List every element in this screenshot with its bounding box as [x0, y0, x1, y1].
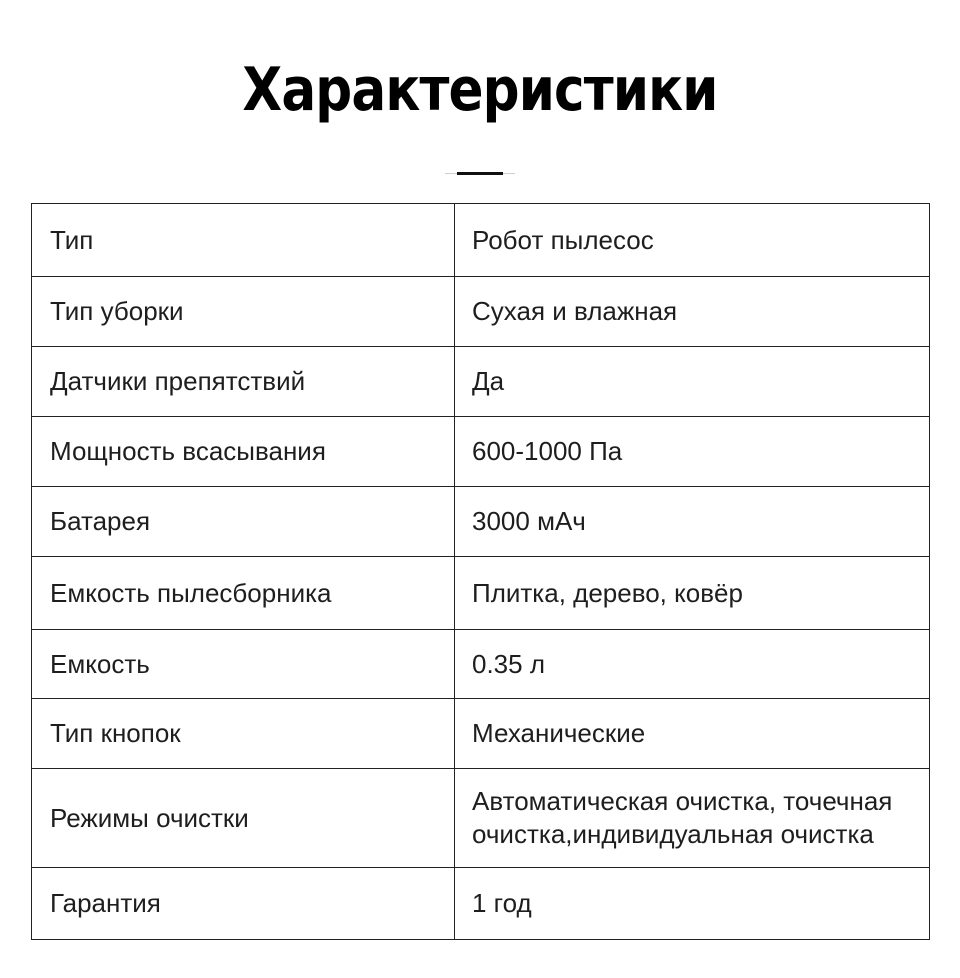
- spec-value: 1 год: [455, 868, 930, 940]
- spec-value: 0.35 л: [455, 630, 930, 699]
- table-row: [32, 204, 930, 277]
- spec-value: Робот пылесос: [455, 204, 930, 277]
- table-row: [32, 487, 930, 557]
- spec-label: Режимы очистки: [32, 769, 455, 868]
- spec-label: Датчики препятствий: [32, 347, 455, 417]
- spec-label: Тип кнопок: [32, 699, 455, 769]
- table-row: [32, 277, 930, 347]
- page-title: Характеристики: [242, 55, 718, 125]
- spec-label: Мощность всасывания: [32, 417, 455, 487]
- table-row: [32, 347, 930, 417]
- table-row: [32, 868, 930, 940]
- table-row: [32, 417, 930, 487]
- spec-value: 3000 мАч: [455, 487, 930, 557]
- spec-value: Сухая и влажная: [455, 277, 930, 347]
- spec-label: Емкость: [32, 630, 455, 699]
- specs-table: [31, 203, 930, 940]
- spec-label: Тип: [32, 204, 455, 277]
- spec-value: Механические: [455, 699, 930, 769]
- spec-label: Гарантия: [32, 868, 455, 940]
- table-row: [32, 699, 930, 769]
- title-divider-accent: [457, 172, 503, 175]
- spec-value: 600-1000 Па: [455, 417, 930, 487]
- spec-label: Батарея: [32, 487, 455, 557]
- spec-value: Да: [455, 347, 930, 417]
- table-row: [32, 557, 930, 630]
- spec-value: Плитка, дерево, ковёр: [455, 557, 930, 630]
- spec-label: Тип уборки: [32, 277, 455, 347]
- table-row: [32, 630, 930, 699]
- spec-value: Автоматическая очистка, точечная очистка,индивидуальная очистка: [455, 769, 930, 868]
- table-row: [32, 769, 930, 868]
- spec-label: Емкость пылесборника: [32, 557, 455, 630]
